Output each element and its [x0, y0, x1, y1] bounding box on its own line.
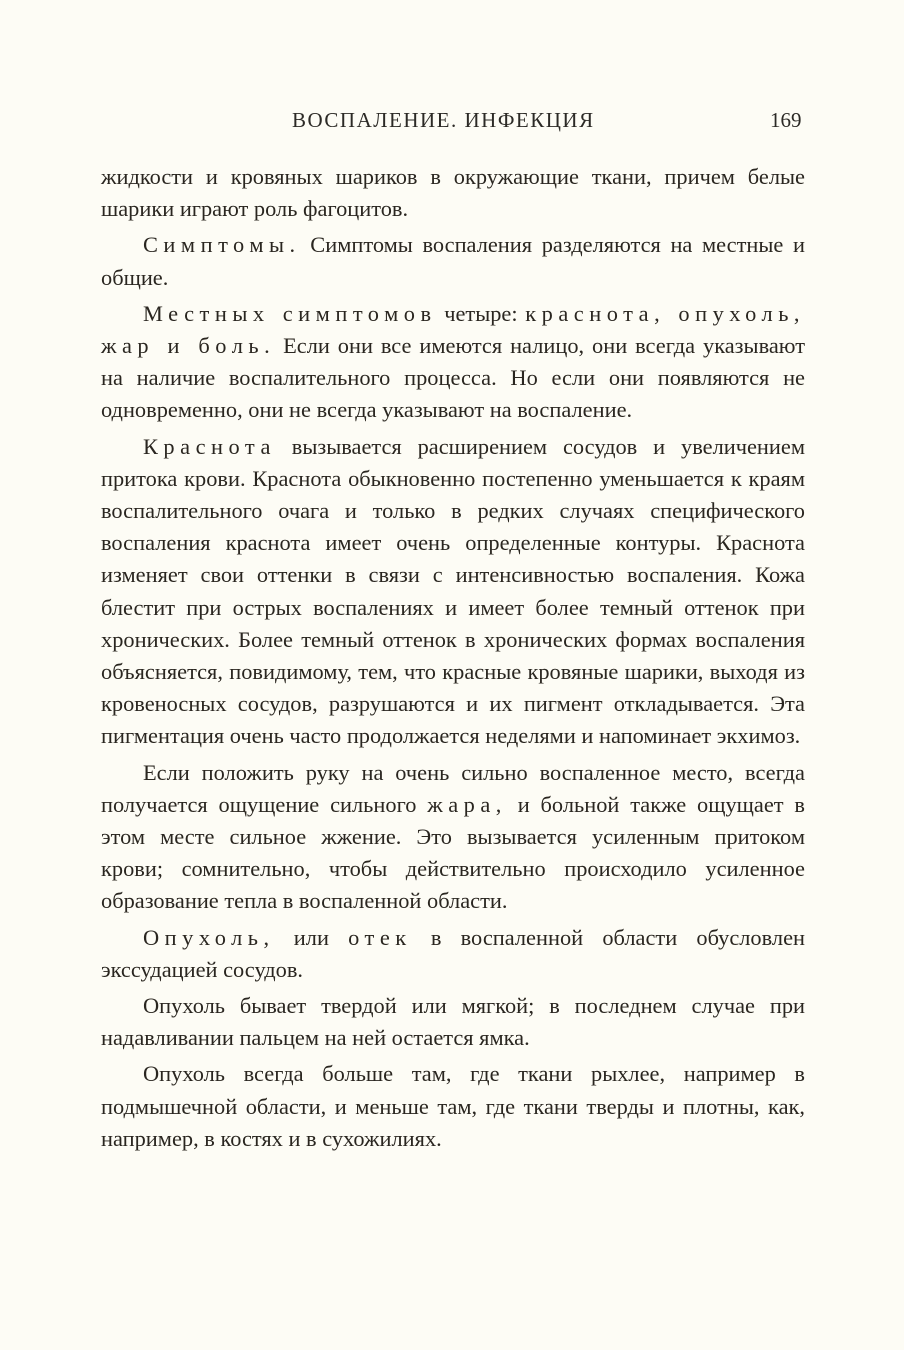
paragraph-text: Опухоль всегда больше там, где ткани рыхлее, например в подмышечной области, и меньше там, где ткани тверды и плотны, как, например, в костях и в сухожилиях. — [101, 1061, 805, 1151]
paragraph-redness — [101, 431, 805, 753]
paragraph-text: Если они все имеются налицо, они всегда указывают на наличие воспалительного процесса. Но если они появляются не одновременно, они не всегда указывают на воспаление. — [101, 333, 805, 423]
paragraph-text: вызывается расширением сосудов и увеличением притока крови. Краснота обыкновенно постепенно уменьшается к краям воспалительного очага и только в редких случаях специфического воспаления краснота имеет очень определенные контуры. Краснота изменяет свои оттенки в связи с интенсивностью воспаления. Кожа блестит при острых воспалениях и имеет более темный оттенок при хронических. Более темный оттенок в хронических формах воспаления объясняется, повидимому, тем, что красные кровяные шарики, выходя из кровеносных сосудов, разрушаются и их пигмент откладывается. Эта пигментация очень часто продолжается неделями и напоминает экхимоз. — [101, 433, 805, 749]
spaced-term: Местных симптомов — [143, 300, 437, 326]
paragraph-text: Если положить руку на очень сильно воспаленное место, всегда получается ощущение сильного — [101, 759, 805, 817]
paragraph-swelling-types — [101, 990, 805, 1054]
paragraph-text: Опухоль бывает твердой или мягкой; в последнем случае при надавливании пальцем на ней остается ямка. — [101, 993, 805, 1051]
spaced-term: Опухоль, — [143, 924, 275, 950]
paragraph-text: в воспаленной области обусловлен экссудацией сосудов. — [101, 924, 805, 982]
paragraph-swelling-location — [101, 1058, 805, 1155]
spaced-term: жара, — [427, 791, 507, 817]
spaced-term: отек — [348, 924, 412, 950]
spaced-term: краснота, опухоль, жар и боль. — [101, 300, 805, 359]
body-text — [101, 161, 805, 1155]
paragraph-symptoms — [101, 229, 805, 293]
paragraph-continuation — [101, 161, 805, 225]
paragraph-text: четыре: — [436, 300, 526, 326]
paragraph-text: и больной также ощущает в этом месте сильное жжение. Это вызывается усиленным притоком крови; сомнительно, чтобы действительно происходило усиленное образование тепла в воспаленной области. — [101, 791, 805, 914]
paragraph-text: жидкости и кровяных шариков в окружающие ткани, причем белые шарики играют роль фагоцитов. — [101, 164, 805, 222]
paragraph-swelling — [101, 922, 805, 986]
paragraph-text: Симптомы воспаления разделяются на местные и общие. — [101, 232, 805, 290]
running-head — [0, 103, 904, 137]
paragraph-heat — [101, 757, 805, 918]
spaced-term: Краснота — [143, 433, 276, 459]
chapter-title: ВОСПАЛЕНИЕ. ИНФЕКЦИЯ — [292, 108, 595, 132]
page-number: 169 — [770, 108, 802, 132]
paragraph-local-symptoms — [101, 298, 805, 427]
paragraph-text: или — [274, 924, 349, 950]
spaced-term: Симптомы. — [143, 232, 301, 258]
